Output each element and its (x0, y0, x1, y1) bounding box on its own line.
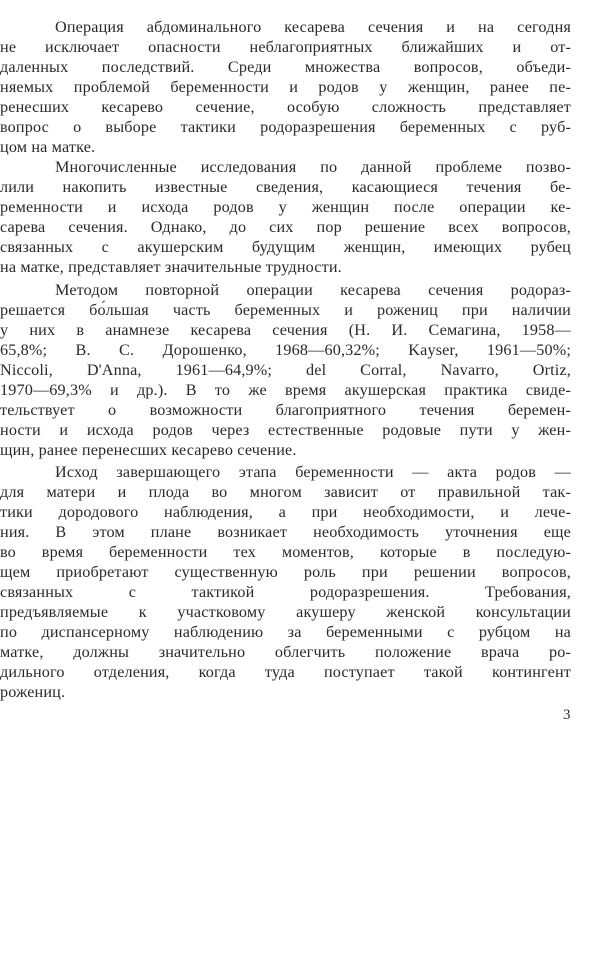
text-line: дильного отделения, когда туда поступает такой контингент (0, 663, 571, 681)
text-line: Многочисленные исследования по данной проблеме позво- (55, 158, 571, 176)
text-line: решается бо́льшая часть беременных и рожениц при наличии (0, 301, 571, 319)
text-line: по диспансерному наблюдению за беременными с рубцом на (0, 623, 571, 641)
text-line: связанных с тактикой родоразрешения. Требования, (0, 583, 571, 601)
text-line: ности и исхода родов через естественные родовые пути у жен- (0, 421, 571, 439)
text-line: связанных с акушерским будущим женщин, имеющих рубец (0, 238, 571, 256)
text-line: тики дородового наблюдения, а при необходимости, и лече- (0, 503, 571, 521)
text-line: во время беременности тех моментов, которые в последую- (0, 543, 571, 561)
text-line: на матке, представляет значительные трудности. (0, 258, 342, 276)
text-line: Niccoli, D'Anna, 1961—64,9%; del Corral, Navarro, Ortiz, (0, 361, 571, 379)
text-line: матке, должны значительно облегчить положение врача ро- (0, 643, 571, 661)
text-line: 1970—69,3% и др.). В то же время акушерская практика свиде- (0, 381, 571, 399)
text-line: не исключает опасности неблагоприятных ближайших и от- (0, 38, 571, 56)
text-line: ренесших кесарево сечение, особую сложность представляет (0, 98, 571, 116)
text-line: цом на матке. (0, 138, 96, 156)
text-line: лили накопить известные сведения, касающиеся течения бе- (0, 178, 571, 196)
text-line: ния. В этом плане возникает необходимость уточнения еще (0, 523, 571, 541)
text-line: щем приобретают существенную роль при решении вопросов, (0, 563, 571, 581)
text-line: сарева сечения. Однако, до сих пор решение всех вопросов, (0, 218, 571, 236)
text-line: рожениц. (0, 683, 66, 701)
text-line: ременности и исхода родов у женщин после операции ке- (0, 198, 571, 216)
text-line: щин, ранее перенесших кесарево сечение. (0, 441, 297, 459)
page-number: 3 (563, 707, 571, 723)
text-line: Исход завершающего этапа беременности — акта родов — (55, 463, 571, 481)
text-line: Методом повторной операции кесарева сечения родораз- (55, 281, 571, 299)
text-line: у них в анамнезе кесарева сечения (Н. И. Семагина, 1958— (0, 321, 571, 339)
text-line: 65,8%; В. С. Дорошенко, 1968—60,32%; Kayser, 1961—50%; (0, 341, 571, 359)
text-line: тельствует о возможности благоприятного течения беремен- (0, 401, 571, 419)
text-line: вопрос о выборе тактики родоразрешения беременных с руб- (0, 118, 571, 136)
text-line: няемых проблемой беременности и родов у женщин, ранее пе- (0, 78, 571, 96)
text-line: предъявляемые к участковому акушеру женской консультации (0, 603, 571, 621)
text-line: даленных последствий. Среди множества вопросов, объеди- (0, 58, 571, 76)
text-line: для матери и плода во многом зависит от правильной так- (0, 483, 571, 501)
text-line: Операция абдоминального кесарева сечения и на сегодня (55, 18, 571, 36)
